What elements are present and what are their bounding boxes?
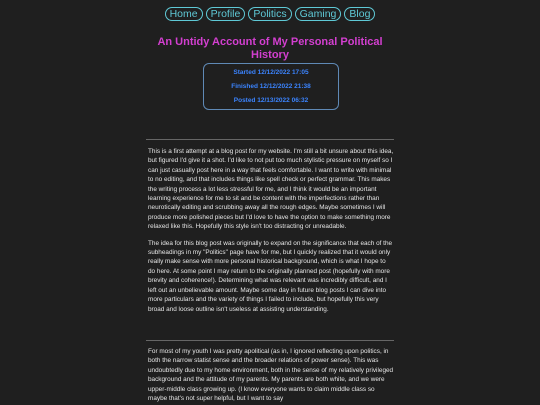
divider — [146, 340, 394, 341]
paragraph: The idea for this blog post was originally to expand on the significance that each of the subheadings in my "Politics" page have for me, but I quickly realized that it would only really make sense with more personal historical background, which is what I hope to do here. At some point I may return to the originally planned post (hopefully with more brevity and coherence!). Determining what was relevant was incredibly difficult, and I left out an unbelievable amount. Maybe some day in future blog posts I can dive into more particulars and the variety of things I failed to include, but hopefully this very broad and loose outline isn't useless at assisting understanding. — [148, 239, 393, 313]
nav-home-link[interactable]: Home — [165, 7, 203, 21]
nav-blog-link[interactable]: Blog — [344, 7, 375, 21]
post-dates-box — [203, 63, 339, 110]
finished-date: Finished 12/12/2022 21:38 — [231, 83, 311, 90]
top-nav — [0, 7, 540, 21]
paragraph: This is a first attempt at a blog post for my website. I'm still a bit unsure about this idea, but figured I'd give it a shot. I'd like to not put too much stylistic pressure on myself so I can just casually post here in a way that feels comfortable. I want to write with minimal to no editing, and that includes things like spell check or perfect grammar. This makes the writing process a lot less stressful for me, and I think it would be an important learning experience for me to sit and be content with the imperfections rather than neurotically editing and scrubbing away all the rough edges. Maybe sometimes I will produce more polished pieces but I'd love to have the option to make something more relaxed like this. Hopefully this style isn't too distracting or unreadable. — [148, 148, 394, 231]
post-section — [148, 347, 394, 403]
divider — [146, 139, 394, 140]
started-date: Started 12/12/2022 17:05 — [233, 69, 309, 76]
post-title: An Untidy Account of My Personal Political History — [157, 36, 383, 61]
nav-profile-link[interactable]: Profile — [206, 7, 246, 21]
posted-date: Posted 12/13/2022 06:32 — [233, 97, 309, 104]
post-intro — [148, 147, 394, 321]
nav-gaming-link[interactable]: Gaming — [295, 7, 342, 21]
nav-politics-link[interactable]: Politics — [248, 7, 291, 21]
paragraph: For most of my youth I was pretty apolitical (as in, I ignored reflecting upon politics, in both the narrow statist sense and the broader relations of power sense). This was undoubtedly due to my home environment, both in the sense of my relatively privileged background and the attitude of my parents. My parents are both white, and we were upper-middle class growing up. (I know everyone wants to claim middle class so maybe that's not super helpful, but I want to say — [148, 348, 394, 403]
